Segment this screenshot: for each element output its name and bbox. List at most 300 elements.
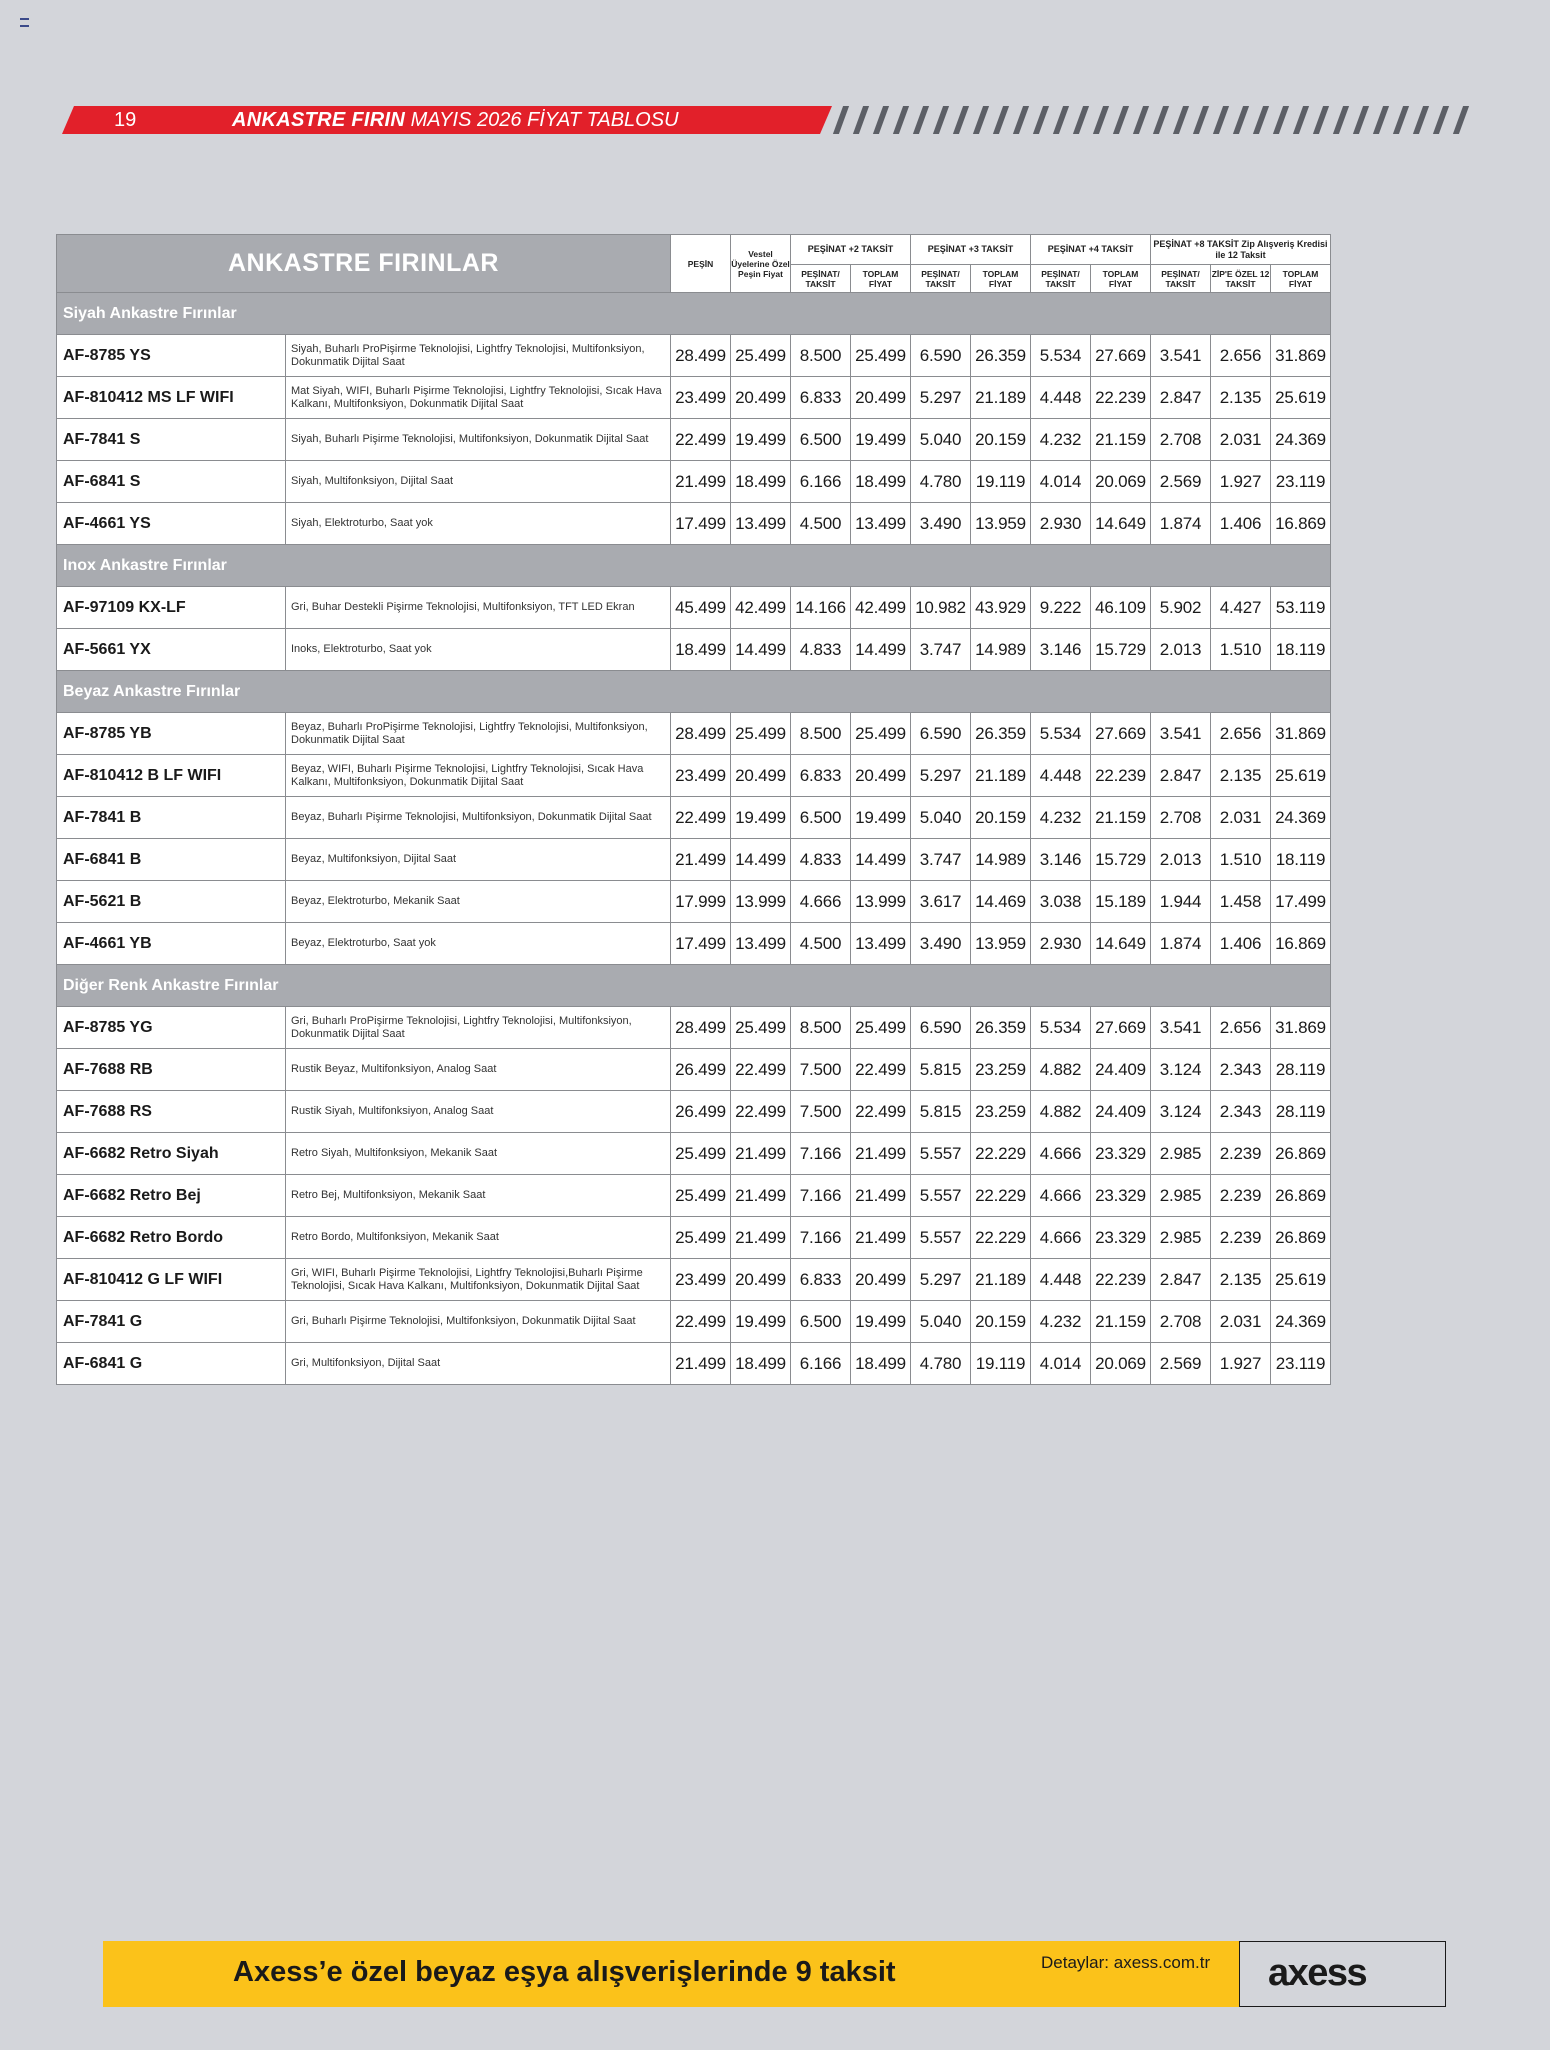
price-cell: 2.135: [1211, 377, 1271, 419]
price-cell: 26.869: [1271, 1175, 1331, 1217]
price-cell: 2.013: [1151, 839, 1211, 881]
model-description: Retro Siyah, Multifonksiyon, Mekanik Saat: [286, 1133, 671, 1175]
price-cell: 4.232: [1031, 797, 1091, 839]
table-row: [57, 1007, 1331, 1049]
header-stripe: [1033, 106, 1049, 134]
model-description: Siyah, Multifonksiyon, Dijital Saat: [286, 461, 671, 503]
price-cell: 6.166: [791, 1343, 851, 1385]
price-cell: 2.343: [1211, 1049, 1271, 1091]
price-cell: 26.869: [1271, 1217, 1331, 1259]
price-cell: 2.135: [1211, 1259, 1271, 1301]
price-cell: 7.166: [791, 1175, 851, 1217]
header-stripe: [1453, 106, 1469, 134]
model-name: AF-810412 G LF WIFI: [57, 1259, 286, 1301]
price-cell: 4.666: [1031, 1175, 1091, 1217]
price-cell: 3.747: [911, 629, 971, 671]
price-cell: 5.297: [911, 1259, 971, 1301]
price-cell: 22.229: [971, 1133, 1031, 1175]
price-cell: 4.666: [1031, 1217, 1091, 1259]
price-cell: 21.159: [1091, 797, 1151, 839]
price-cell: 2.569: [1151, 1343, 1211, 1385]
price-cell: 25.499: [671, 1133, 731, 1175]
price-cell: 5.815: [911, 1091, 971, 1133]
price-table: [56, 234, 1331, 1385]
price-cell: 20.499: [731, 377, 791, 419]
price-cell: 4.500: [791, 503, 851, 545]
header-stripe: [1113, 106, 1129, 134]
price-cell: 5.534: [1031, 1007, 1091, 1049]
price-cell: 23.499: [671, 1259, 731, 1301]
price-cell: 21.499: [671, 839, 731, 881]
header-stripe: [913, 106, 929, 134]
price-cell: 2.239: [1211, 1133, 1271, 1175]
price-cell: 5.297: [911, 755, 971, 797]
price-cell: 15.189: [1091, 881, 1151, 923]
subheader-cell: ZİP'E ÖZEL 12 TAKSİT: [1211, 265, 1271, 293]
price-cell: 22.239: [1091, 1259, 1151, 1301]
price-cell: 4.833: [791, 629, 851, 671]
subheader-cell: TOPLAM FİYAT: [851, 265, 911, 293]
price-cell: 7.166: [791, 1217, 851, 1259]
model-description: Gri, Buharlı ProPişirme Teknolojisi, Lightfry Teknolojisi, Multifonksiyon, Dokunmatik Dijital Saat: [286, 1007, 671, 1049]
header-stripe: [1393, 106, 1409, 134]
axess-logo: [1239, 1941, 1446, 2007]
price-cell: 5.557: [911, 1133, 971, 1175]
price-cell: 20.499: [851, 755, 911, 797]
category-title: Diğer Renk Ankastre Fırınlar: [57, 965, 1331, 1007]
price-cell: 27.669: [1091, 1007, 1151, 1049]
price-cell: 14.989: [971, 839, 1031, 881]
price-cell: 24.369: [1271, 419, 1331, 461]
subheader-cell: PEŞİNAT/ TAKSİT: [1031, 265, 1091, 293]
price-cell: 18.499: [731, 461, 791, 503]
price-cell: 2.708: [1151, 1301, 1211, 1343]
price-cell: 21.159: [1091, 1301, 1151, 1343]
price-cell: 13.499: [851, 503, 911, 545]
subheader-cell: PEŞİNAT/ TAKSİT: [791, 265, 851, 293]
header-stripe: [1013, 106, 1029, 134]
price-cell: 24.409: [1091, 1091, 1151, 1133]
price-cell: 17.499: [1271, 881, 1331, 923]
price-cell: 28.119: [1271, 1049, 1331, 1091]
model-name: AF-8785 YS: [57, 335, 286, 377]
model-name: AF-6682 Retro Siyah: [57, 1133, 286, 1175]
category-title: Beyaz Ankastre Fırınlar: [57, 671, 1331, 713]
price-cell: 4.448: [1031, 1259, 1091, 1301]
price-cell: 22.499: [671, 419, 731, 461]
category-row: [57, 965, 1331, 1007]
price-cell: 25.619: [1271, 755, 1331, 797]
table-row: [57, 1133, 1331, 1175]
price-cell: 2.708: [1151, 419, 1211, 461]
subheader-cell: TOPLAM FİYAT: [1091, 265, 1151, 293]
price-cell: 2.135: [1211, 755, 1271, 797]
table-row: [57, 335, 1331, 377]
price-cell: 4.666: [1031, 1133, 1091, 1175]
price-cell: 24.409: [1091, 1049, 1151, 1091]
price-cell: 21.189: [971, 377, 1031, 419]
price-cell: 26.499: [671, 1091, 731, 1133]
table-row: [57, 1091, 1331, 1133]
price-cell: 3.146: [1031, 839, 1091, 881]
price-cell: 25.619: [1271, 1259, 1331, 1301]
model-name: AF-6841 S: [57, 461, 286, 503]
price-cell: 22.499: [731, 1049, 791, 1091]
promo-banner: [103, 1941, 1239, 2007]
price-cell: 23.259: [971, 1091, 1031, 1133]
table-main-header: ANKASTRE FIRINLAR: [57, 235, 671, 293]
price-cell: 2.013: [1151, 629, 1211, 671]
header-group-3-installments: PEŞİNAT +3 TAKSİT: [911, 235, 1031, 265]
price-cell: 14.499: [851, 839, 911, 881]
price-cell: 3.541: [1151, 713, 1211, 755]
model-name: AF-4661 YB: [57, 923, 286, 965]
price-cell: 18.499: [851, 1343, 911, 1385]
header-stripe: [953, 106, 969, 134]
header-group-8-installments: PEŞİNAT +8 TAKSİT Zip Alışveriş Kredisi ile 12 Taksit: [1151, 235, 1331, 265]
price-cell: 18.499: [851, 461, 911, 503]
price-cell: 3.617: [911, 881, 971, 923]
price-cell: 22.499: [851, 1049, 911, 1091]
model-name: AF-6841 G: [57, 1343, 286, 1385]
price-cell: 19.499: [731, 797, 791, 839]
price-cell: 4.232: [1031, 1301, 1091, 1343]
header-stripe: [873, 106, 889, 134]
header-stripe: [933, 106, 949, 134]
price-cell: 2.239: [1211, 1175, 1271, 1217]
price-cell: 46.109: [1091, 587, 1151, 629]
model-name: AF-8785 YB: [57, 713, 286, 755]
price-cell: 4.232: [1031, 419, 1091, 461]
category-row: [57, 545, 1331, 587]
price-cell: 6.500: [791, 1301, 851, 1343]
price-cell: 25.499: [671, 1175, 731, 1217]
price-cell: 23.259: [971, 1049, 1031, 1091]
price-cell: 3.541: [1151, 1007, 1211, 1049]
price-cell: 25.499: [671, 1217, 731, 1259]
price-cell: 5.534: [1031, 335, 1091, 377]
price-cell: 20.159: [971, 419, 1031, 461]
subheader-cell: PEŞİNAT/ TAKSİT: [911, 265, 971, 293]
price-cell: 3.124: [1151, 1049, 1211, 1091]
price-cell: 31.869: [1271, 1007, 1331, 1049]
price-cell: 4.448: [1031, 755, 1091, 797]
table-row: [57, 1301, 1331, 1343]
price-cell: 24.369: [1271, 1301, 1331, 1343]
table-row: [57, 1049, 1331, 1091]
price-cell: 6.166: [791, 461, 851, 503]
model-description: Beyaz, WIFI, Buharlı Pişirme Teknolojisi, Lightfry Teknolojisi, Sıcak Hava Kalkanı, Multifonksiyon, Dokunmatik Dijital Saat: [286, 755, 671, 797]
price-cell: 14.499: [731, 839, 791, 881]
header-group-4-installments: PEŞİNAT +4 TAKSİT: [1031, 235, 1151, 265]
price-cell: 2.847: [1151, 1259, 1211, 1301]
price-cell: 2.031: [1211, 797, 1271, 839]
price-cell: 4.427: [1211, 587, 1271, 629]
header-stripe: [1053, 106, 1069, 134]
header-stripe: [1193, 106, 1209, 134]
subheader-cell: TOPLAM FİYAT: [1271, 265, 1331, 293]
header-pesin: PEŞİN: [671, 235, 731, 293]
header-stripe: [1313, 106, 1329, 134]
price-cell: 5.040: [911, 797, 971, 839]
table-row: [57, 503, 1331, 545]
price-cell: 19.499: [851, 419, 911, 461]
price-cell: 9.222: [1031, 587, 1091, 629]
subheader-cell: PEŞİNAT/ TAKSİT: [1151, 265, 1211, 293]
price-cell: 5.040: [911, 1301, 971, 1343]
page-header: [62, 106, 832, 134]
corner-mark: [20, 18, 29, 27]
price-cell: 6.833: [791, 377, 851, 419]
header-stripe: [853, 106, 869, 134]
price-cell: 8.500: [791, 335, 851, 377]
category-row: [57, 293, 1331, 335]
price-cell: 45.499: [671, 587, 731, 629]
price-cell: 2.985: [1151, 1217, 1211, 1259]
header-stripe: [1273, 106, 1289, 134]
price-cell: 13.499: [851, 923, 911, 965]
price-cell: 14.499: [851, 629, 911, 671]
price-cell: 19.499: [731, 419, 791, 461]
price-cell: 31.869: [1271, 335, 1331, 377]
price-cell: 22.499: [731, 1091, 791, 1133]
price-cell: 1.927: [1211, 461, 1271, 503]
price-cell: 25.499: [851, 713, 911, 755]
header-stripe: [893, 106, 909, 134]
model-name: AF-5661 YX: [57, 629, 286, 671]
price-cell: 26.869: [1271, 1133, 1331, 1175]
price-cell: 1.406: [1211, 503, 1271, 545]
price-cell: 20.499: [851, 377, 911, 419]
price-cell: 2.985: [1151, 1133, 1211, 1175]
header-stripe: [1333, 106, 1349, 134]
price-cell: 23.119: [1271, 461, 1331, 503]
table-row: [57, 713, 1331, 755]
price-cell: 5.557: [911, 1217, 971, 1259]
price-cell: 5.297: [911, 377, 971, 419]
price-cell: 21.499: [671, 1343, 731, 1385]
price-cell: 19.499: [731, 1301, 791, 1343]
price-cell: 43.929: [971, 587, 1031, 629]
price-cell: 25.499: [731, 1007, 791, 1049]
price-cell: 2.985: [1151, 1175, 1211, 1217]
price-cell: 13.999: [731, 881, 791, 923]
price-cell: 5.902: [1151, 587, 1211, 629]
price-cell: 2.239: [1211, 1217, 1271, 1259]
price-cell: 13.959: [971, 503, 1031, 545]
header-group-2-installments: PEŞİNAT +2 TAKSİT: [791, 235, 911, 265]
price-cell: 2.708: [1151, 797, 1211, 839]
table-row: [57, 797, 1331, 839]
price-cell: 18.119: [1271, 839, 1331, 881]
price-cell: 14.469: [971, 881, 1031, 923]
price-cell: 6.500: [791, 419, 851, 461]
header-stripe: [1233, 106, 1249, 134]
header-stripe: [1213, 106, 1229, 134]
price-cell: 15.729: [1091, 839, 1151, 881]
page-title-bold: ANKASTRE FIRIN: [232, 109, 406, 131]
header-stripe: [833, 106, 849, 134]
price-cell: 1.510: [1211, 629, 1271, 671]
price-cell: 2.031: [1211, 419, 1271, 461]
price-cell: 4.014: [1031, 1343, 1091, 1385]
price-cell: 21.159: [1091, 419, 1151, 461]
price-cell: 42.499: [731, 587, 791, 629]
price-cell: 7.500: [791, 1091, 851, 1133]
header-stripe: [1293, 106, 1309, 134]
model-description: Siyah, Buharlı ProPişirme Teknolojisi, Lightfry Teknolojisi, Multifonksiyon, Dokunmatik Dijital Saat: [286, 335, 671, 377]
header-stripe: [1413, 106, 1429, 134]
price-cell: 27.669: [1091, 713, 1151, 755]
price-cell: 14.166: [791, 587, 851, 629]
price-cell: 25.499: [851, 1007, 911, 1049]
price-cell: 20.499: [731, 755, 791, 797]
model-description: Beyaz, Multifonksiyon, Dijital Saat: [286, 839, 671, 881]
price-cell: 53.119: [1271, 587, 1331, 629]
price-cell: 4.833: [791, 839, 851, 881]
model-name: AF-7688 RS: [57, 1091, 286, 1133]
model-name: AF-6841 B: [57, 839, 286, 881]
price-cell: 13.499: [731, 503, 791, 545]
price-cell: 2.569: [1151, 461, 1211, 503]
price-cell: 13.499: [731, 923, 791, 965]
price-cell: 4.500: [791, 923, 851, 965]
price-cell: 21.499: [671, 461, 731, 503]
model-name: AF-5621 B: [57, 881, 286, 923]
header-stripe: [1133, 106, 1149, 134]
header-stripe: [1173, 106, 1189, 134]
table-row: [57, 755, 1331, 797]
price-cell: 8.500: [791, 1007, 851, 1049]
header-stripe: [1373, 106, 1389, 134]
price-cell: 6.500: [791, 797, 851, 839]
price-cell: 23.499: [671, 755, 731, 797]
price-cell: 4.014: [1031, 461, 1091, 503]
model-name: AF-4661 YS: [57, 503, 286, 545]
price-cell: 42.499: [851, 587, 911, 629]
price-cell: 2.847: [1151, 377, 1211, 419]
model-name: AF-8785 YG: [57, 1007, 286, 1049]
price-cell: 2.656: [1211, 713, 1271, 755]
price-cell: 6.833: [791, 1259, 851, 1301]
price-cell: 18.499: [671, 629, 731, 671]
price-cell: 15.729: [1091, 629, 1151, 671]
header-stripe: [973, 106, 989, 134]
table-row: [57, 1259, 1331, 1301]
price-cell: 25.499: [731, 713, 791, 755]
category-row: [57, 671, 1331, 713]
price-cell: 1.874: [1151, 503, 1211, 545]
price-cell: 21.499: [851, 1217, 911, 1259]
price-cell: 22.499: [851, 1091, 911, 1133]
model-name: AF-7688 RB: [57, 1049, 286, 1091]
model-description: Rustik Siyah, Multifonksiyon, Analog Saat: [286, 1091, 671, 1133]
price-cell: 8.500: [791, 713, 851, 755]
price-cell: 25.499: [731, 335, 791, 377]
page-title: [232, 109, 679, 132]
price-cell: 4.780: [911, 461, 971, 503]
price-cell: 10.982: [911, 587, 971, 629]
model-name: AF-97109 KX-LF: [57, 587, 286, 629]
header-stripes: [838, 106, 1488, 134]
price-cell: 2.656: [1211, 335, 1271, 377]
price-cell: 16.869: [1271, 923, 1331, 965]
table-row: [57, 881, 1331, 923]
table-row: [57, 587, 1331, 629]
model-description: Gri, Buharlı Pişirme Teknolojisi, Multifonksiyon, Dokunmatik Dijital Saat: [286, 1301, 671, 1343]
price-cell: 3.747: [911, 839, 971, 881]
header-vestel-price: Vestel Üyelerine Özel Peşin Fiyat: [731, 235, 791, 293]
price-cell: 20.069: [1091, 1343, 1151, 1385]
model-description: Inoks, Elektroturbo, Saat yok: [286, 629, 671, 671]
promo-banner-text: Axess’e özel beyaz eşya alışverişlerinde 9 taksit: [233, 1956, 896, 1988]
price-cell: 17.499: [671, 503, 731, 545]
price-cell: 22.239: [1091, 377, 1151, 419]
table-row: [57, 1217, 1331, 1259]
price-cell: 5.557: [911, 1175, 971, 1217]
price-cell: 13.959: [971, 923, 1031, 965]
category-title: Inox Ankastre Fırınlar: [57, 545, 1331, 587]
price-cell: 14.989: [971, 629, 1031, 671]
price-cell: 28.499: [671, 1007, 731, 1049]
model-description: Retro Bordo, Multifonksiyon, Mekanik Saat: [286, 1217, 671, 1259]
price-cell: 21.499: [731, 1217, 791, 1259]
price-cell: 24.369: [1271, 797, 1331, 839]
model-description: Gri, Buhar Destekli Pişirme Teknolojisi, Multifonksiyon, TFT LED Ekran: [286, 587, 671, 629]
table-body: [57, 293, 1331, 1385]
price-cell: 4.780: [911, 1343, 971, 1385]
price-cell: 21.189: [971, 755, 1031, 797]
price-cell: 3.038: [1031, 881, 1091, 923]
table-row: [57, 1343, 1331, 1385]
price-cell: 16.869: [1271, 503, 1331, 545]
page-number: 19: [114, 109, 137, 131]
price-cell: 28.119: [1271, 1091, 1331, 1133]
price-cell: 3.490: [911, 503, 971, 545]
price-cell: 23.329: [1091, 1175, 1151, 1217]
category-title: Siyah Ankastre Fırınlar: [57, 293, 1331, 335]
header-stripe: [993, 106, 1009, 134]
model-description: Beyaz, Buharlı Pişirme Teknolojisi, Multifonksiyon, Dokunmatik Dijital Saat: [286, 797, 671, 839]
price-cell: 3.490: [911, 923, 971, 965]
price-cell: 1.406: [1211, 923, 1271, 965]
price-cell: 6.590: [911, 1007, 971, 1049]
model-name: AF-7841 G: [57, 1301, 286, 1343]
model-description: Beyaz, Elektroturbo, Mekanik Saat: [286, 881, 671, 923]
price-cell: 14.649: [1091, 923, 1151, 965]
promo-details-link[interactable]: Detaylar: axess.com.tr: [1041, 1953, 1211, 1972]
model-description: Siyah, Elektroturbo, Saat yok: [286, 503, 671, 545]
price-cell: 3.146: [1031, 629, 1091, 671]
price-cell: 28.499: [671, 335, 731, 377]
price-cell: 20.159: [971, 797, 1031, 839]
price-cell: 2.930: [1031, 503, 1091, 545]
header-stripe: [1353, 106, 1369, 134]
price-cell: 2.930: [1031, 923, 1091, 965]
model-name: AF-6682 Retro Bordo: [57, 1217, 286, 1259]
model-description: Gri, Multifonksiyon, Dijital Saat: [286, 1343, 671, 1385]
price-cell: 23.329: [1091, 1217, 1151, 1259]
header-stripe: [1253, 106, 1269, 134]
price-cell: 1.927: [1211, 1343, 1271, 1385]
table-row: [57, 923, 1331, 965]
price-cell: 2.656: [1211, 1007, 1271, 1049]
price-cell: 20.499: [731, 1259, 791, 1301]
price-cell: 26.359: [971, 335, 1031, 377]
price-cell: 22.499: [671, 797, 731, 839]
price-cell: 19.499: [851, 797, 911, 839]
price-cell: 21.499: [851, 1175, 911, 1217]
